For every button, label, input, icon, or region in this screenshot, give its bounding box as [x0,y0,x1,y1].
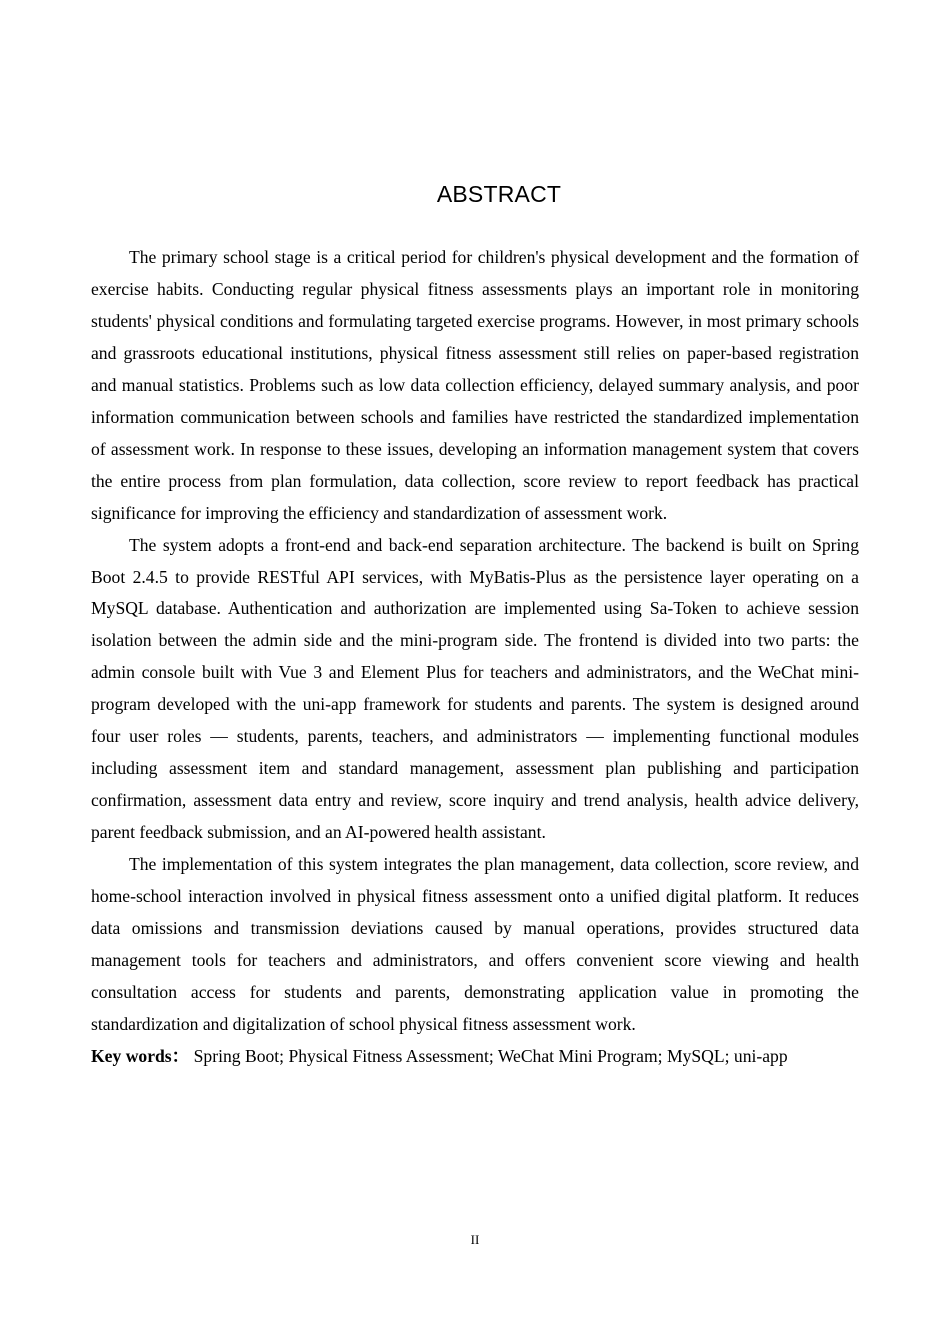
abstract-paragraph-2: The system adopts a front-end and back-end separation architecture. The backend is built on Spring Boot 2.4.5 to provide RESTful API services, with MyBatis-Plus as the persistence layer operating on a MySQL database. Authentication and authorization are implemented using Sa-Token to achieve session isolation between the admin side and the mini-program side. The frontend is divided into two parts: the admin console built with Vue 3 and Element Plus for teachers and administrators, and the WeChat mini-program developed with the uni-app framework for students and parents. The system is designed around four user roles — students, parents, teachers, and administrators — implementing functional modules including assessment item and standard management, assessment plan publishing and participation confirmation, assessment data entry and review, score inquiry and trend analysis, health advice delivery, parent feedback submission, and an AI-powered health assistant. [91,534,859,843]
page-number: II [470,1232,480,1247]
abstract-title: ABSTRACT [436,181,562,207]
abstract-paragraph-3: The implementation of this system integrates the plan management, data collection, score review, and home-school interaction involved in physical fitness assessment onto a unified digital platform. It reduces data omissions and transmission deviations caused by manual operations, provides structured data management tools for teachers and administrators, and offers convenient score viewing and health consultation access for students and parents, demonstrating application value in promoting the standardization and digitalization of school physical fitness assessment work. [91,854,859,1034]
abstract-paragraph-1: The primary school stage is a critical period for children's physical development and the formation of exercise habits. Conducting regular physical fitness assessments plays an important role in monitoring students' physical conditions and formulating targeted exercise programs. However, in most primary schools and grassroots educational institutions, physical fitness assessment still relies on paper-based registration and manual statistics. Problems such as low data collection efficiency, delayed summary analysis, and poor information communication between schools and families have restricted the standardized implementation of assessment work. In response to these issues, developing an information management system that covers the entire process from plan formulation, data collection, score review to report feedback has practical significance for improving the efficiency and standardization of assessment work. [91,247,859,523]
abstract-body [91,242,859,1073]
keywords-text: Spring Boot; Physical Fitness Assessment; WeChat Mini Program; MySQL; uni-app [193,1045,788,1066]
keywords-label: Key words： [91,1045,190,1066]
keywords-line [91,1041,859,1073]
